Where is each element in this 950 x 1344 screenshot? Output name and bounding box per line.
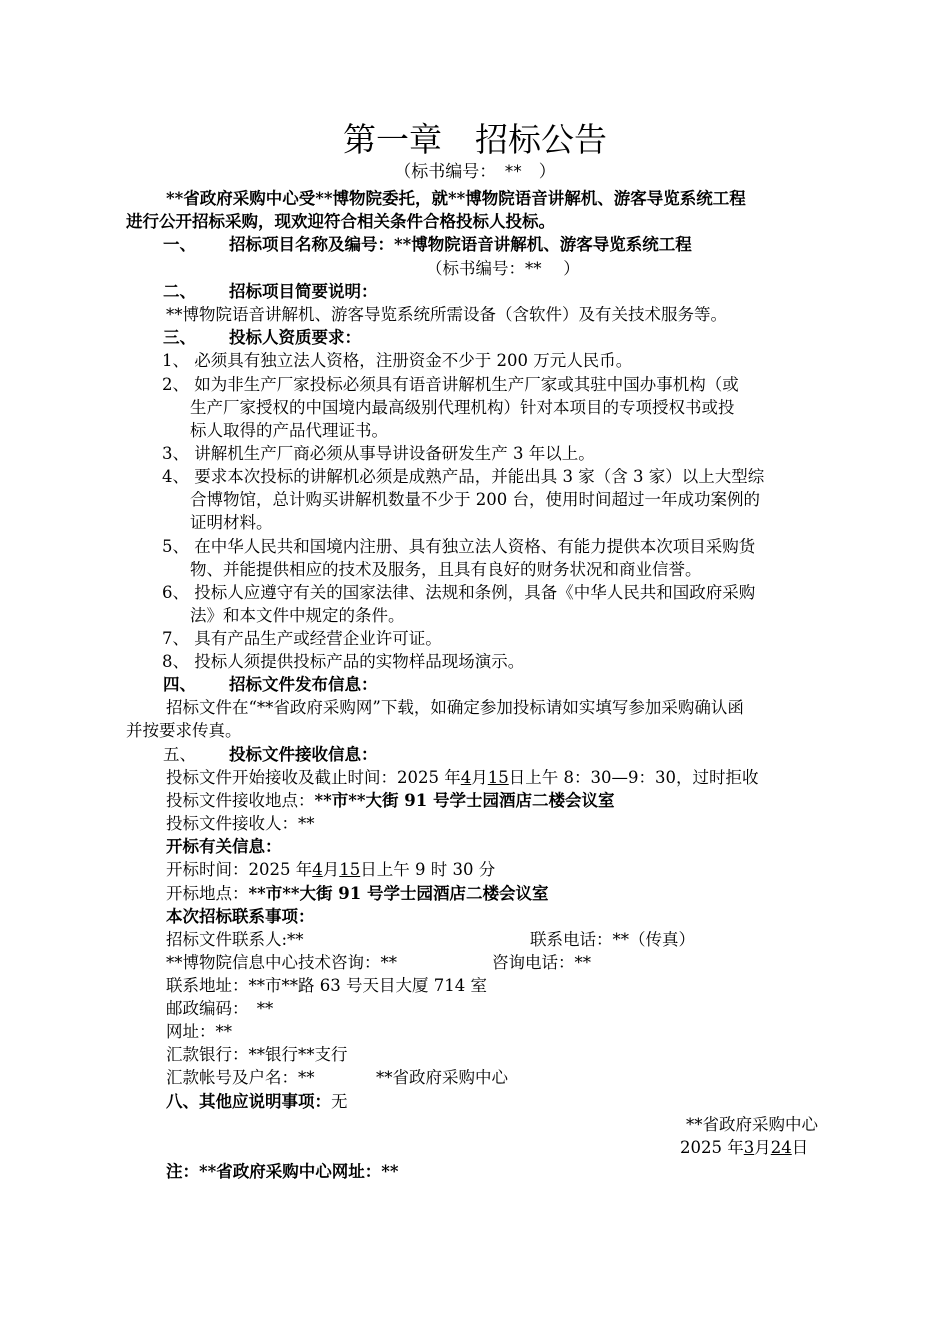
page-title: 第一章 招标公告 xyxy=(343,120,607,159)
signature-day-unit: 日 xyxy=(791,1138,809,1157)
receive-place xyxy=(166,790,614,812)
account: 汇款帐号及户名：** xyxy=(166,1068,315,1087)
requirement-5-line-1: 5、 在中华人民共和国境内注册、具有独立法人资格、有能力提供本次项目采购货 xyxy=(162,537,756,556)
section-2-text: **博物院语音讲解机、游客导览系统所需设备（含软件）及有关技术服务等。 xyxy=(166,305,727,324)
requirement-7: 7、 具有产品生产或经营企业许可证。 xyxy=(162,629,442,648)
opening-place-value: **市**大街 91 号学士园酒店二楼会议室 xyxy=(248,884,549,903)
requirement-8: 8、 投标人须提供投标产品的实物样品现场演示。 xyxy=(162,652,525,671)
receive-place-label: 投标文件接收地点： xyxy=(166,791,315,810)
receive-time-month-unit: 月 xyxy=(471,768,488,787)
other-notes-value: 无 xyxy=(331,1092,348,1111)
section-3-heading xyxy=(163,327,361,349)
requirement-6-line-1: 6、 投标人应遵守有关的国家法律、法规和条例，具备《中华人民共和国政府采购 xyxy=(162,583,756,602)
section-3-number: 三、 xyxy=(163,328,196,347)
contact-heading: 本次招标联系事项： xyxy=(166,907,315,926)
signature-year: 2025 年 xyxy=(680,1138,744,1157)
section-1-bid-number: （标书编号：** ） xyxy=(426,259,580,278)
opening-place xyxy=(166,883,548,905)
doc-phone: 联系电话：**（传真） xyxy=(530,930,695,949)
requirement-4-line-1: 4、 要求本次投标的讲解机必须是成熟产品，并能出具 3 家（含 3 家）以上大型综 xyxy=(162,467,765,486)
intro-line-1: **省政府采购中心受**博物院委托，就**博物院语音讲解机、游客导览系统工程 xyxy=(166,189,746,208)
opening-time-month: 4 xyxy=(312,860,323,879)
section-2-number: 二、 xyxy=(163,282,196,301)
requirement-2-line-3: 标人取得的产品代理证书。 xyxy=(190,421,388,440)
section-5-heading xyxy=(163,744,378,766)
other-notes xyxy=(166,1091,348,1113)
requirement-1: 1、 必须具有独立法人资格，注册资金不少于 200 万元人民币。 xyxy=(162,351,633,370)
receive-time xyxy=(166,767,758,789)
other-notes-heading: 八、其他应说明事项： xyxy=(166,1092,331,1111)
tech-contact: **博物院信息中心技术咨询：** xyxy=(166,953,397,972)
doc-contact: 招标文件联系人:** xyxy=(166,930,304,949)
receive-place-value: **市**大街 91 号学士园酒店二楼会议室 xyxy=(314,791,615,810)
opening-place-label: 开标地点： xyxy=(166,884,249,903)
opening-time-day: 15 xyxy=(339,860,361,879)
section-5-title: 投标文件接收信息： xyxy=(229,745,378,764)
opening-time-rest: 日上午 9 时 30 分 xyxy=(360,860,496,879)
requirement-4-line-2: 合博物馆，总计购买讲解机数量不少于 200 台，使用时间超过一年成功案例的 xyxy=(190,490,760,509)
requirement-3: 3、 讲解机生产厂商必须从事导讲设备研发生产 3 年以上。 xyxy=(162,444,595,463)
postcode: 邮政编码： ** xyxy=(166,999,274,1018)
bid-number: （标书编号： ** ） xyxy=(394,162,556,182)
requirement-5-line-2: 物、并能提供相应的技术及服务，且具有良好的财务状况和商业信誉。 xyxy=(190,560,702,579)
opening-time-label: 开标时间：2025 年 xyxy=(166,860,313,879)
opening-time xyxy=(166,859,495,881)
section-4-line-2: 并按要求传真。 xyxy=(126,721,242,740)
signature-date xyxy=(680,1137,808,1159)
section-4-title: 招标文件发布信息： xyxy=(229,675,378,694)
signature-org: **省政府采购中心 xyxy=(686,1115,818,1134)
receive-time-rest: 日上午 8：30—9：30，过时拒收 xyxy=(508,768,759,787)
tech-phone: 咨询电话：** xyxy=(492,953,591,972)
signature-month-unit: 月 xyxy=(754,1138,771,1157)
section-1-title: 招标项目名称及编号：**博物院语音讲解机、游客导览系统工程 xyxy=(229,235,692,254)
section-2-heading xyxy=(163,281,378,303)
receive-time-day: 15 xyxy=(487,768,509,787)
intro-line-2: 进行公开招标采购，现欢迎符合相关条件合格投标人投标。 xyxy=(126,212,555,231)
footnote: 注：**省政府采购中心网址：** xyxy=(166,1162,399,1181)
section-4-heading xyxy=(163,674,378,696)
section-3-title: 投标人资质要求： xyxy=(229,328,361,347)
contact-address: 联系地址：**市**路 63 号天目大厦 714 室 xyxy=(166,976,487,995)
signature-month: 3 xyxy=(743,1138,755,1157)
section-4-line-1: 招标文件在“**省政府采购网”下载，如确定参加投标请如实填写参加采购确认函 xyxy=(166,698,744,717)
section-2-title: 招标项目简要说明： xyxy=(229,282,378,301)
opening-heading: 开标有关信息： xyxy=(166,837,282,856)
requirement-6-line-2: 法》和本文件中规定的条件。 xyxy=(190,606,405,625)
requirement-4-line-3: 证明材料。 xyxy=(190,513,273,532)
account-name: **省政府采购中心 xyxy=(376,1068,508,1087)
requirement-2-line-1: 2、 如为非生产厂家投标必须具有语音讲解机生产厂家或其驻中国办事机构（或 xyxy=(162,375,739,394)
bank: 汇款银行：**银行**支行 xyxy=(166,1045,348,1064)
section-5-number: 五、 xyxy=(163,745,196,764)
receive-time-month: 4 xyxy=(460,768,472,787)
section-1-heading xyxy=(163,234,692,256)
requirement-2-line-2: 生产厂家授权的中国境内最高级别代理机构）针对本项目的专项授权书或投 xyxy=(190,398,735,417)
section-1-number: 一、 xyxy=(163,235,196,254)
receiver: 投标文件接收人：** xyxy=(166,814,315,833)
signature-day: 24 xyxy=(770,1138,792,1157)
opening-time-month-unit: 月 xyxy=(322,860,340,879)
section-4-number: 四、 xyxy=(163,675,196,694)
website: 网址：** xyxy=(166,1022,232,1041)
receive-time-label: 投标文件开始接收及截止时间：2025 年 xyxy=(166,768,461,787)
